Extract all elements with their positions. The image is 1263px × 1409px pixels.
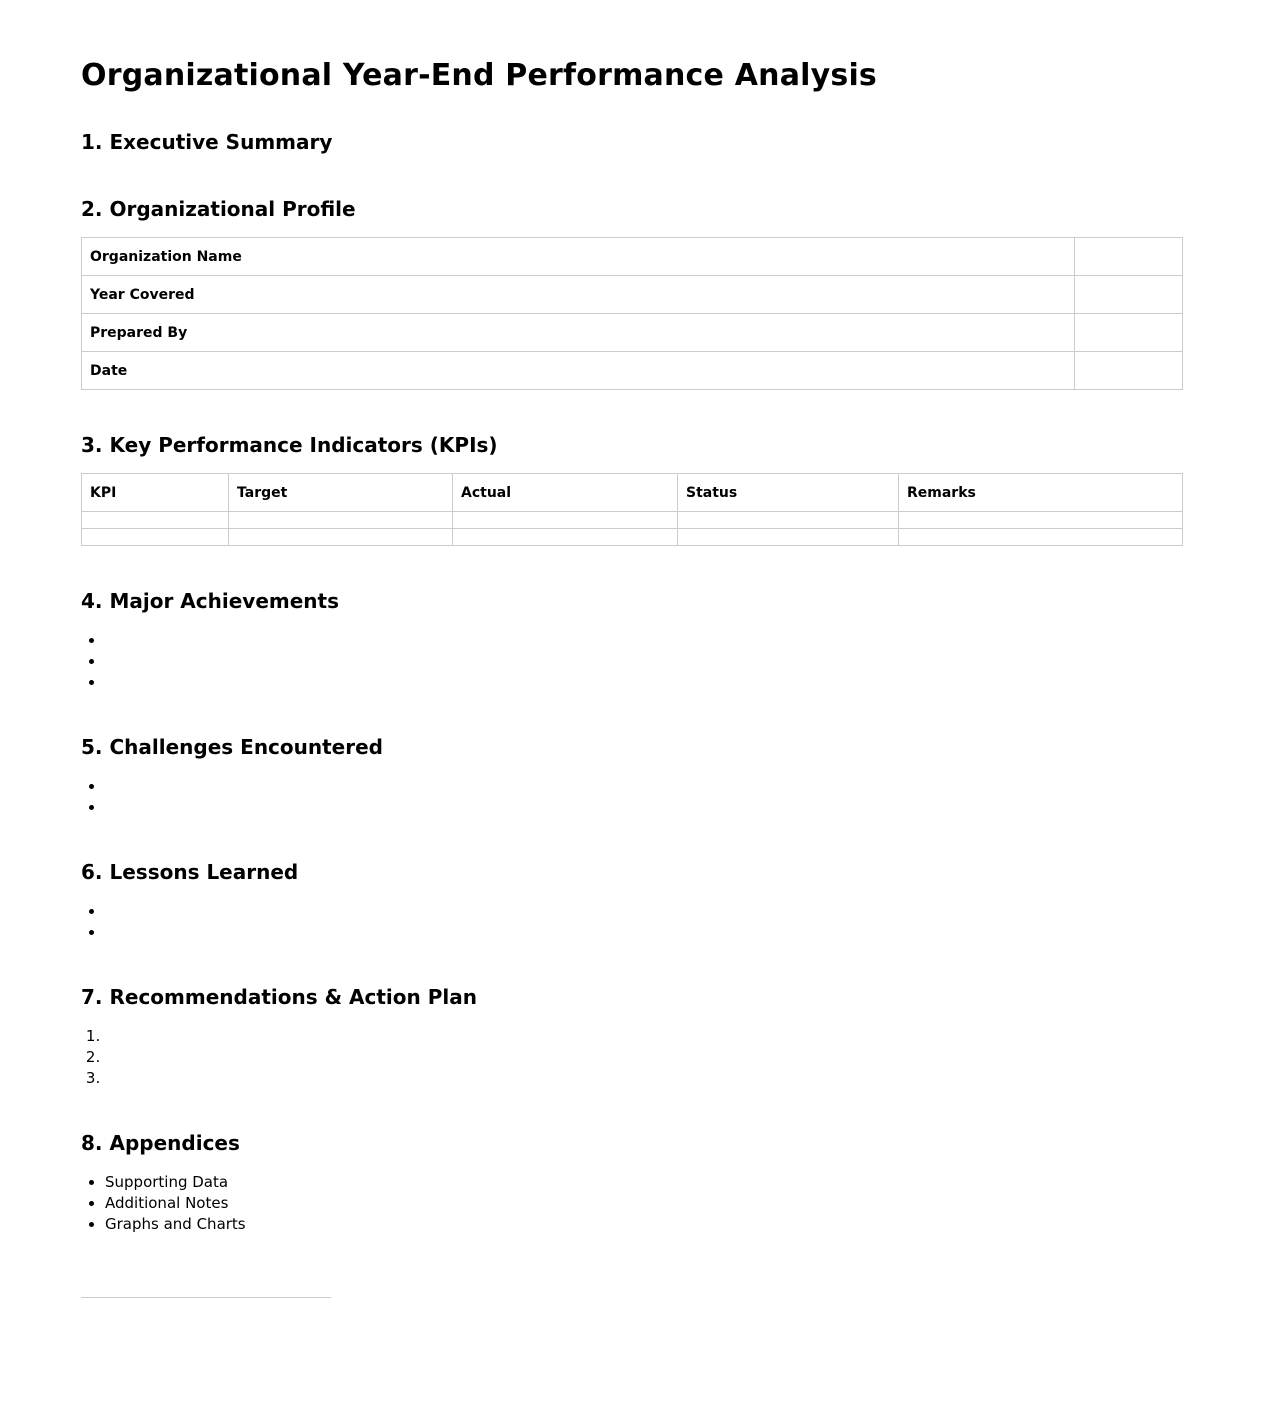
table-row [82,352,1183,390]
lessons-list [81,901,105,943]
profile-value-prepared-by[interactable] [1075,314,1183,352]
achievements-list [81,630,105,693]
column-header-actual: Actual [453,474,678,512]
organizational-profile-table [81,237,1183,390]
column-header-target: Target [229,474,453,512]
heading-organizational-profile: 2. Organizational Profile [81,197,356,221]
column-header-kpi: KPI [82,474,229,512]
profile-value-date[interactable] [1075,352,1183,390]
remarks-cell[interactable] [899,512,1183,529]
column-header-status: Status [678,474,899,512]
table-row [82,314,1183,352]
heading-challenges-encountered: 5. Challenges Encountered [81,735,383,759]
status-cell[interactable] [678,529,899,546]
target-cell[interactable] [229,512,453,529]
list-item-graphs-and-charts: • Graphs and Charts [105,1214,246,1235]
heading-lessons-learned: 6. Lessons Learned [81,860,299,884]
recommendations-list [81,1026,105,1089]
heading-recommendations: 7. Recommendations & Action Plan [81,985,477,1009]
table-row [82,529,1183,546]
profile-label-organization-name: Organization Name [82,238,1075,276]
target-cell[interactable] [229,529,453,546]
signature-line [81,1297,331,1298]
status-cell[interactable] [678,512,899,529]
profile-label-prepared-by: Prepared By [82,314,1075,352]
remarks-cell[interactable] [899,529,1183,546]
heading-major-achievements: 4. Major Achievements [81,589,339,613]
appendices-list [81,1172,246,1235]
list-item-supporting-data: • Supporting Data [105,1172,246,1193]
heading-executive-summary: 1. Executive Summary [81,130,333,154]
document-title: Organizational Year-End Performance Analysis [81,58,877,93]
kpi-table [81,473,1183,546]
heading-appendices: 8. Appendices [81,1131,240,1155]
table-row [82,512,1183,529]
challenges-list [81,776,105,818]
list-item-additional-notes: • Additional Notes [105,1193,246,1214]
actual-cell[interactable] [453,529,678,546]
kpi-cell[interactable] [82,512,229,529]
profile-value-organization-name[interactable] [1075,238,1183,276]
profile-value-year-covered[interactable] [1075,276,1183,314]
table-header-row [82,474,1183,512]
column-header-remarks: Remarks [899,474,1183,512]
table-row [82,238,1183,276]
heading-kpis: 3. Key Performance Indicators (KPIs) [81,433,498,457]
actual-cell[interactable] [453,512,678,529]
kpi-cell[interactable] [82,529,229,546]
table-row [82,276,1183,314]
profile-label-date: Date [82,352,1075,390]
profile-label-year-covered: Year Covered [82,276,1075,314]
